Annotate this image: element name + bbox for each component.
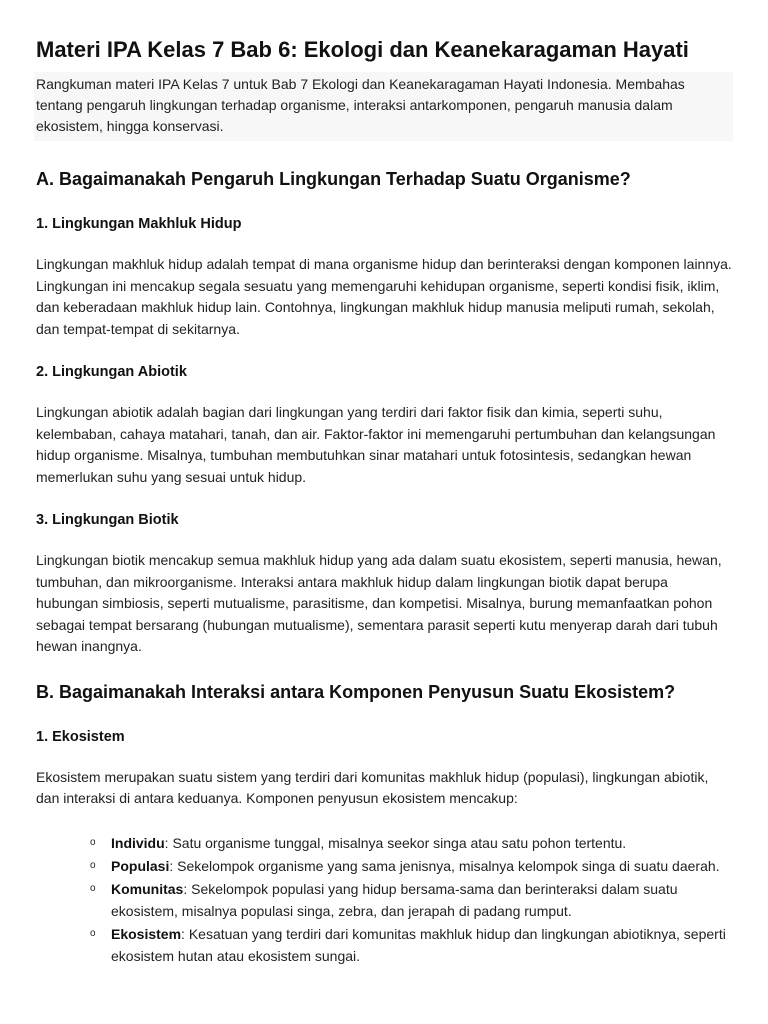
term-description: : Sekelompok populasi yang hidup bersama-sama dan berinteraksi dalam suatu ekosistem, misalnya populasi singa, zebra, dan jerapah di padang rumput. — [111, 880, 678, 919]
bullet-icon: o — [90, 882, 96, 894]
list-item — [90, 855, 732, 877]
section-a-sub1-text: Lingkungan makhluk hidup adalah tempat di mana organisme hidup dan berinteraksi dengan komponen lainnya. Lingkungan ini mencakup segala sesuatu yang memengaruhi kehidupan organisme, seperti kondisi fisik, iklim, dan keberadaan makhluk hidup lain. Contohnya, lingkungan makhluk hidup manusia meliputi rumah, sekolah, dan tempat-tempat di sekitarnya. — [36, 256, 732, 337]
list-item — [90, 832, 732, 854]
bullet-icon: o — [90, 859, 96, 871]
term-description: : Kesatuan yang terdiri dari komunitas makhluk hidup dan lingkungan abiotiknya, seperti ekosistem hutan atau ekosistem sungai. — [111, 925, 726, 964]
term: Komunitas — [111, 880, 184, 897]
section-a-sub3-text: Lingkungan biotik mencakup semua makhluk hidup yang ada dalam suatu ekosistem, seperti manusia, hewan, tumbuhan, dan mikroorganisme. Interaksi antara makhluk hidup dalam lingkungan biotik dapat berupa hubungan simbiosis, seperti mutualisme, parasitisme, dan kompetisi. Misalnya, burung memanfaatkan pohon sebagai tempat bersarang (hubungan mutualisme), sementara parasit seperti kutu menyerap darah dari tubuh hewan inangnya. — [36, 552, 722, 654]
section-b-heading: B. Bagaimanakah Interaksi antara Komponen Penyusun Suatu Ekosistem? — [36, 681, 676, 702]
term-description: : Sekelompok organisme yang sama jenisnya, misalnya kelompok singa di suatu daerah. — [169, 857, 720, 874]
page-title: Materi IPA Kelas 7 Bab 6: Ekologi dan Keanekaragaman Hayati — [36, 37, 689, 62]
section-a-heading: A. Bagaimanakah Pengaruh Lingkungan Terhadap Suatu Organisme? — [36, 169, 631, 189]
term: Populasi — [111, 857, 170, 874]
ecosystem-components-list — [36, 832, 732, 967]
summary-box: Rangkuman materi IPA Kelas 7 untuk Bab 7 Ekologi dan Keanekaragaman Hayati Indonesia. Membahas tentang pengaruh lingkungan terhadap organisme, interaksi antarkomponen, pengaruh manusia dalam ekosistem, hingga konservasi. — [34, 72, 733, 141]
section-b-sub1-text: Ekosistem merupakan suatu sistem yang terdiri dari komunitas makhluk hidup (populasi), lingkungan abiotik, dan interaksi di antara keduanya. Komponen penyusun ekosistem mencakup: — [36, 768, 709, 806]
section-a-sub2-heading: 2. Lingkungan Abiotik — [36, 364, 187, 380]
term: Individu — [111, 834, 165, 851]
list-item — [90, 923, 732, 967]
term: Ekosistem — [111, 925, 182, 942]
list-item — [90, 878, 732, 922]
section-b-sub1-heading: 1. Ekosistem — [36, 728, 125, 745]
bullet-icon: o — [90, 927, 96, 939]
section-a-sub3-heading: 3. Lingkungan Biotik — [36, 512, 179, 528]
section-a-sub2-text: Lingkungan abiotik adalah bagian dari lingkungan yang terdiri dari faktor fisik dan kimia, seperti suhu, kelembaban, cahaya matahari, tanah, dan air. Faktor-faktor ini memengaruhi pertumbuhan dan kelangsungan hidup organisme. Misalnya, tumbuhan membutuhkan sinar matahari untuk fotosintesis, sedangkan hewan memerlukan suhu yang sesuai untuk hidup. — [36, 404, 716, 485]
section-a-sub1-heading: 1. Lingkungan Makhluk Hidup — [36, 216, 242, 232]
term-description: : Satu organisme tunggal, misalnya seekor singa atau satu pohon tertentu. — [164, 834, 627, 851]
bullet-icon: o — [90, 836, 96, 848]
